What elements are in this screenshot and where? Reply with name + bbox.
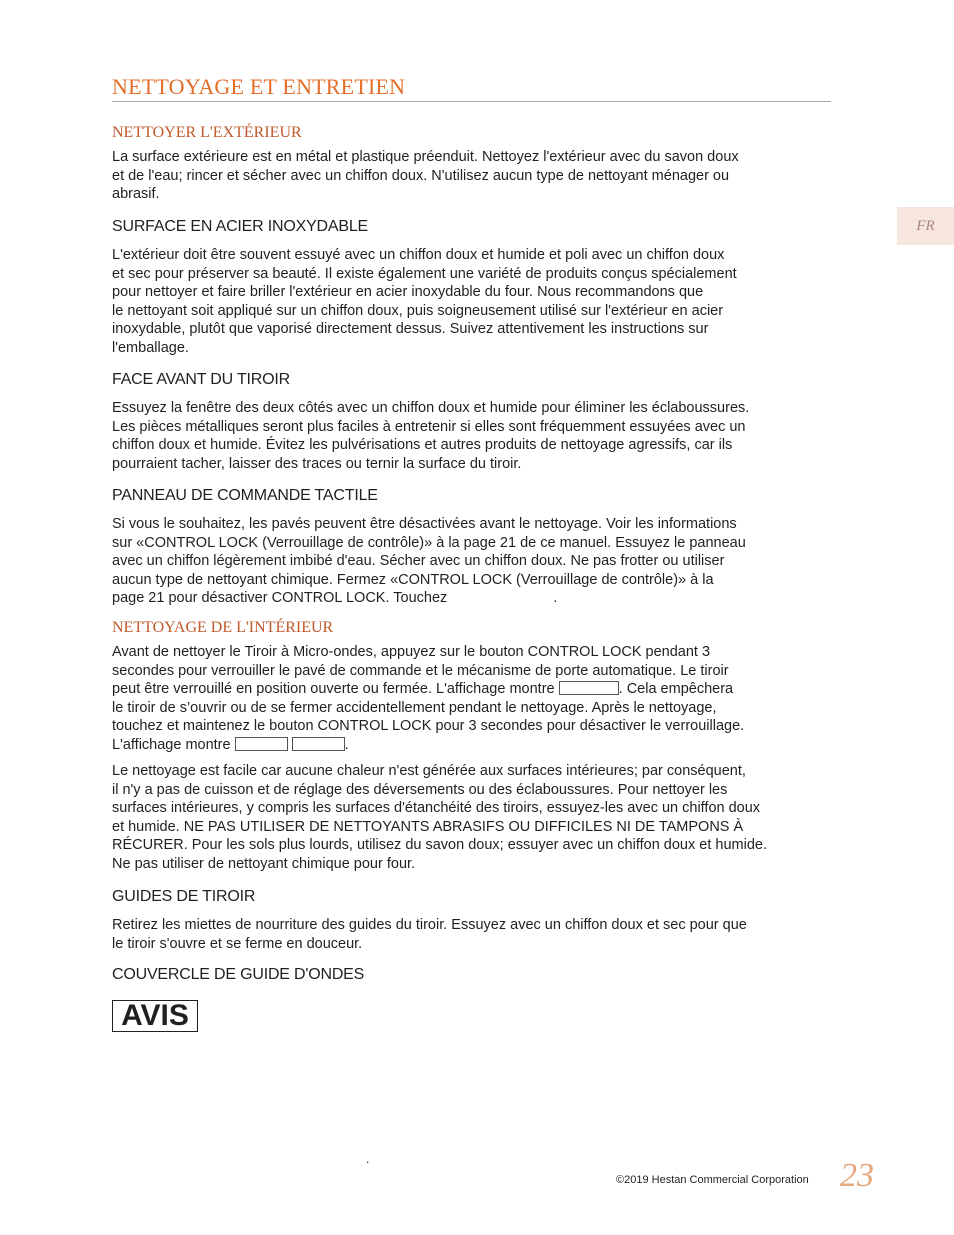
- text-line: le nettoyant soit appliqué sur un chiffon doux, puis soigneusement utilisé sur l'extérieur en acier: [112, 302, 724, 319]
- text-line: L'extérieur doit être souvent essuyé avec un chiffon doux et humide et poli avec un chiffon doux: [112, 247, 725, 263]
- page-number: 23: [840, 1157, 874, 1194]
- text-line: [112, 680, 834, 699]
- text-line: Avant de nettoyer le Tiroir à Micro-ondes, appuyez sur le bouton CONTROL LOCK pendant 3: [112, 644, 711, 660]
- paragraph-drawer-guides: [112, 916, 834, 953]
- text-line: et sec pour préserver sa beauté. Il existe également une variété de produits conçus spécialement: [112, 265, 737, 282]
- text-line: le tiroir de s’ouvrir ou de se fermer accidentellement pendant le nettoyage. Après le nettoyage,: [112, 699, 717, 716]
- paragraph-interior-cleaning: [112, 762, 834, 873]
- subheading-drawer-guides: GUIDES DE TIROIR: [112, 888, 256, 905]
- paragraph-drawer-front: [112, 399, 834, 473]
- language-tab: [897, 207, 954, 245]
- text-fragment: .: [553, 590, 558, 606]
- display-indicator-box: [559, 681, 619, 695]
- text-line: Essuyez la fenêtre des deux côtés avec un chiffon doux et humide pour éliminer les éclaboussures.: [112, 400, 750, 416]
- text-line: pour nettoyer et faire briller l'extérieur en acier inoxydable du four. Nous recommandons que: [112, 284, 704, 300]
- text-fragment: peut être verrouillé en position ouverte ou fermée. L'affichage montre: [112, 681, 555, 697]
- text-line: pourraient tacher, laisser des traces ou ternir la surface du tiroir.: [112, 455, 522, 472]
- text-line: Les pièces métalliques seront plus faciles à entretenir si elles sont fréquemment essuyées avec un: [112, 418, 746, 435]
- text-fragment: L'affichage montre: [112, 736, 231, 753]
- text-fragment: page 21 pour désactiver CONTROL LOCK. Touchez: [112, 590, 448, 606]
- paragraph-stainless-steel: [112, 246, 834, 357]
- text-line: [112, 736, 834, 755]
- text-line: et de l'eau; rincer et sécher avec un chiffon doux. N'utilisez aucun type de nettoyant ménager ou: [112, 167, 730, 184]
- text-line: abrasif.: [112, 186, 160, 202]
- text-line: Si vous le souhaitez, les pavés peuvent être désactivées avant le nettoyage. Voir les informations: [112, 516, 737, 532]
- section-heading-interior: NETTOYAGE DE L'INTÉRIEUR: [112, 619, 334, 636]
- text-fragment: .: [344, 736, 349, 753]
- text-line: et humide. NE PAS UTILISER DE NETTOYANTS ABRASIFS OU DIFFICILES NI DE TAMPONS À: [112, 818, 744, 835]
- text-line: inoxydable, plutôt que vaporisé directement dessus. Suivez attentivement les instructions sur: [112, 321, 709, 337]
- text-line: secondes pour verrouiller le pavé de commande et le mécanisme de porte automatique. Le tiroir: [112, 662, 729, 679]
- subheading-waveguide-cover: COUVERCLE DE GUIDE D'ONDES: [112, 966, 365, 983]
- text-line: Le nettoyage est facile car aucune chaleur n'est générée aux surfaces intérieures; par conséquent,: [112, 763, 746, 779]
- text-line: surfaces intérieures, y compris les surfaces d'étanchéité des tiroirs, essuyez-les avec un chiffon doux: [112, 800, 761, 816]
- text-line: avec un chiffon légèrement imbibé d'eau. Sécher avec un chiffon doux. Ne pas frotter ou utiliser: [112, 553, 725, 569]
- display-indicator-box: [235, 737, 288, 751]
- copyright-notice: ©2019 Hestan Commercial Corporation: [616, 1174, 809, 1186]
- footer-dot: .: [366, 1152, 370, 1166]
- subheading-drawer-front: FACE AVANT DU TIROIR: [112, 371, 290, 388]
- text-line: sur «CONTROL LOCK (Verrouillage de contrôle)» à la page 21 de ce manuel. Essuyez le panneau: [112, 534, 746, 551]
- paragraph-interior: [112, 643, 834, 754]
- text-line: le tiroir s'ouvre et se ferme en douceur.: [112, 935, 363, 952]
- page-title: NETTOYAGE ET ENTRETIEN: [112, 74, 831, 102]
- text-line: [112, 589, 834, 608]
- text-line: RÉCURER. Pour les sols plus lourds, utilisez du savon doux; essuyer avec un chiffon doux et humide.: [112, 837, 767, 853]
- text-fragment: . Cela empêchera: [618, 681, 734, 697]
- text-line: l'emballage.: [112, 339, 189, 356]
- text-line: La surface extérieure est en métal et plastique préenduit. Nettoyez l'extérieur avec du savon doux: [112, 149, 739, 165]
- subheading-touch-panel: PANNEAU DE COMMANDE TACTILE: [112, 487, 378, 504]
- text-line: aucun type de nettoyant chimique. Fermez «CONTROL LOCK (Verrouillage de contrôle)» à la: [112, 571, 714, 588]
- text-line: il n'y a pas de cuisson et de réglage des déversements ou des éclaboussures. Pour nettoyer les: [112, 781, 728, 798]
- notice-label: AVIS: [112, 1000, 198, 1032]
- subheading-stainless-steel: SURFACE EN ACIER INOXYDABLE: [112, 218, 369, 235]
- text-line: touchez et maintenez le bouton CONTROL LOCK pour 3 secondes pour désactiver le verrouillage.: [112, 718, 745, 734]
- text-line: chiffon doux et humide. Évitez les pulvérisations et autres produits de nettoyage agressifs, car ils: [112, 437, 733, 453]
- text-line: Retirez les miettes de nourriture des guides du tiroir. Essuyez avec un chiffon doux et sec pour que: [112, 917, 747, 933]
- text-line: Ne pas utiliser de nettoyant chimique pour four.: [112, 855, 416, 872]
- section-heading-exterior: NETTOYER L'EXTÉRIEUR: [112, 124, 302, 141]
- paragraph-touch-panel: [112, 515, 834, 608]
- language-tab-label: FR: [916, 217, 935, 234]
- display-indicator-box: [292, 737, 345, 751]
- paragraph-exterior: [112, 148, 834, 204]
